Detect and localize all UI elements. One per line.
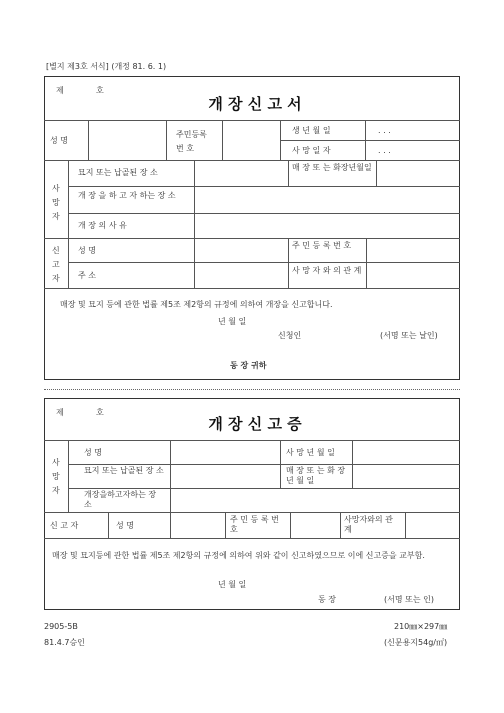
reporter-address-label: 주 소	[78, 271, 96, 280]
cert-name-label: 성 명	[84, 448, 102, 457]
grave-place-label: 묘지 또는 납골된 장 소	[78, 168, 158, 177]
deceased-group-label: 사 망 자	[52, 184, 60, 221]
form-code: 2905-5B	[44, 622, 78, 631]
cert-death-date-label: 사 망 년 월 일	[286, 448, 335, 457]
applicant-signature: (서명 또는 날인)	[380, 331, 438, 340]
form-header: [별지 제3호 서식] (개정 81. 6. 1)	[46, 62, 167, 71]
cert-grave-place-label: 묘지 또는 납골된 장 소	[84, 466, 164, 475]
cert-move-place-label: 개장을하고자하는 장 소	[84, 490, 157, 509]
applicant-label: 신청인	[278, 331, 302, 340]
form1-statement: 매장 및 묘지 등에 관한 법률 제5조 제2항의 규정에 의하여 개장을 신고합니다.	[60, 300, 333, 309]
cert-burial-date-label: 매 장 또 는 화 장 년 월 일	[286, 466, 346, 485]
issuer-label: 동 장	[318, 595, 336, 604]
birth-label: 생 년 월 일	[292, 126, 331, 135]
form1-date-line: 년 월 일	[218, 317, 247, 326]
death-date-value: . . .	[378, 146, 391, 155]
cert-deceased-group-label: 사 망 자	[52, 458, 60, 495]
form2-date-line: 년 월 일	[218, 580, 247, 589]
reason-label: 개 장 의 사 유	[78, 221, 127, 230]
cert-reporter-name-label: 성 명	[116, 521, 134, 530]
cut-line	[44, 389, 460, 390]
death-date-label: 사 망 일 자	[292, 146, 331, 155]
cert-reporter-relation-label: 사망자와의 관 계	[344, 515, 393, 534]
name-label: 성 명	[50, 136, 68, 145]
reporter-rrn-label: 주 민 등 록 번 호	[292, 241, 352, 250]
reporter-relation-label: 사 망 자 와 의 관 계	[292, 266, 362, 275]
form1-title: 개 장 신 고 서	[208, 95, 302, 113]
move-place-label: 개 장 을 하 고 자 하는 장 소	[78, 191, 176, 200]
form1-number-prefix: 제	[56, 86, 64, 95]
paper-spec: (신문용지54g/㎡)	[384, 638, 448, 647]
approval-date: 81.4.7승인	[44, 638, 85, 647]
reporter-group-label: 신 고 자	[52, 246, 60, 283]
cert-reporter-rrn-label: 주 민 등 록 번 호	[230, 515, 279, 534]
issuer-signature: (서명 또는 인)	[384, 595, 434, 604]
cert-reporter-label: 신 고 자	[50, 521, 79, 530]
birth-value: . . .	[378, 126, 391, 135]
form2-number-prefix: 제	[56, 408, 64, 417]
form2-statement: 매장 및 묘지등에 관한 법률 제5조 제2항의 규정에 의하여 위와 같이 신고하였으므로 이에 신고증을 교부함.	[52, 551, 425, 560]
form2-title: 개 장 신 고 증	[208, 415, 302, 433]
form2-number-suffix: 호	[96, 408, 104, 417]
rrn-label: 주민등록 번 호	[176, 130, 207, 153]
paper-size: 210㎜×297㎜	[394, 622, 448, 631]
form1-number-suffix: 호	[96, 86, 104, 95]
burial-date-label: 매 장 또 는 화장년월일	[292, 163, 372, 172]
reporter-name-label: 성 명	[78, 246, 96, 255]
addressee: 동 장 귀하	[230, 361, 267, 370]
